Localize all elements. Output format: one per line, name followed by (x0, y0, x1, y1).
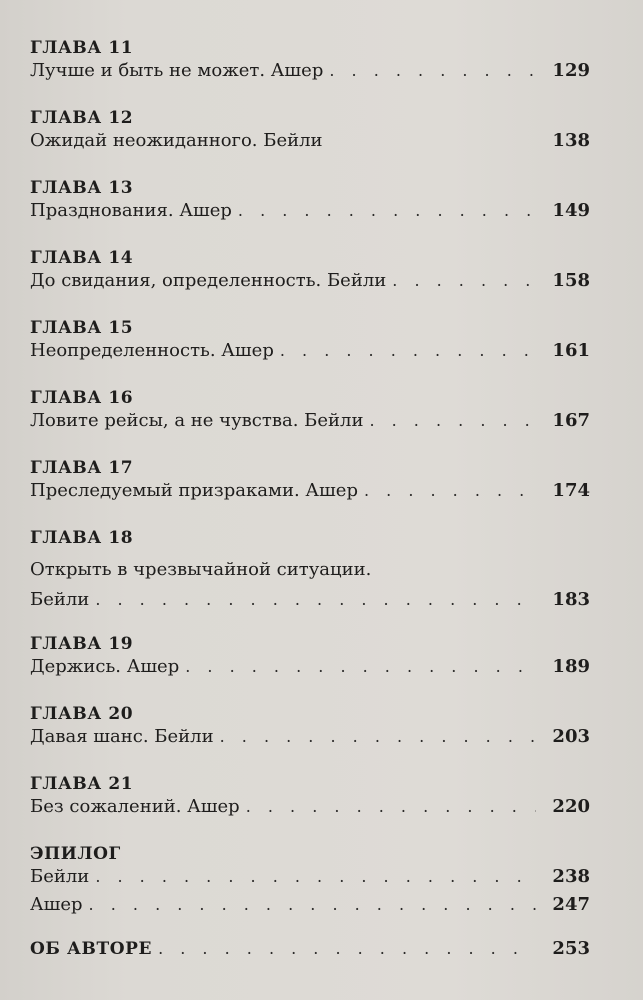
page-number: 158 (552, 270, 590, 291)
chapter-heading: ГЛАВА 13 (30, 178, 134, 198)
toc-chapter-13 (30, 177, 590, 247)
page-number: 161 (552, 340, 590, 361)
dot-leader (89, 893, 536, 917)
toc-chapter-14 (30, 247, 590, 317)
chapter-heading: ГЛАВА 17 (30, 458, 134, 478)
toc-entry (30, 269, 590, 293)
dot-leader (220, 725, 536, 749)
page-number: 149 (552, 200, 590, 221)
dot-leader (392, 269, 536, 293)
page-number: 174 (552, 480, 590, 501)
chapter-title: Лучше и быть не может. Ашер (30, 60, 324, 81)
page-number: 253 (552, 938, 590, 959)
toc-chapter-20 (30, 703, 590, 773)
toc-entry (30, 479, 590, 503)
chapter-heading: ГЛАВА 15 (30, 318, 134, 338)
toc-entry (30, 199, 590, 223)
epilogue-title: Ашер (30, 894, 83, 915)
chapter-heading: ГЛАВА 14 (30, 248, 134, 268)
toc-about-author (30, 937, 590, 961)
chapter-heading: ГЛАВА 11 (30, 38, 134, 58)
epilogue-title: Бейли (30, 866, 90, 887)
toc-entry (30, 59, 590, 83)
toc-chapter-16 (30, 387, 590, 457)
toc-chapter-15 (30, 317, 590, 387)
chapter-title: Давая шанс. Бейли (30, 726, 214, 747)
toc-entry (30, 129, 590, 153)
chapter-heading: ГЛАВА 19 (30, 634, 134, 654)
chapter-heading: ГЛАВА 12 (30, 108, 134, 128)
dot-leader (280, 339, 536, 363)
page-number: 189 (552, 656, 590, 677)
page-number: 167 (552, 410, 590, 431)
chapter-heading: ГЛАВА 16 (30, 388, 134, 408)
dot-leader (364, 479, 536, 503)
toc-chapter-17 (30, 457, 590, 527)
chapter-heading: ГЛАВА 21 (30, 774, 134, 794)
table-of-contents (30, 37, 590, 961)
toc-chapter-19 (30, 633, 590, 703)
toc-entry (30, 655, 590, 679)
toc-entry (30, 937, 590, 961)
toc-chapter-21 (30, 773, 590, 843)
toc-entry (30, 865, 590, 889)
chapter-title: Преследуемый призраками. Ашер (30, 480, 358, 501)
toc-entry (30, 725, 590, 749)
toc-entry (30, 588, 590, 612)
page-number: 220 (552, 796, 590, 817)
page-number: 203 (552, 726, 590, 747)
dot-leader (158, 937, 536, 961)
chapter-title: Ожидай неожиданного. Бейли (30, 130, 323, 151)
toc-entry (30, 339, 590, 363)
chapter-title: Держись. Ашер (30, 656, 180, 677)
toc-entry (30, 409, 590, 433)
toc-chapter-11 (30, 37, 590, 107)
page-number: 138 (552, 130, 590, 151)
dot-leader (369, 409, 536, 433)
toc-entry (30, 795, 590, 819)
epilogue-heading: ЭПИЛОГ (30, 844, 121, 864)
chapter-title: Ловите рейсы, а не чувства. Бейли (30, 410, 364, 431)
dot-leader (185, 655, 536, 679)
dot-leader (95, 865, 536, 889)
dot-leader (95, 588, 536, 612)
page-number: 238 (552, 866, 590, 887)
toc-chapter-18 (30, 527, 590, 633)
about-author-title: ОБ АВТОРЕ (30, 939, 153, 959)
dot-leader (329, 59, 536, 83)
toc-epilogue (30, 843, 590, 937)
chapter-title: Неопределенность. Ашер (30, 340, 274, 361)
page-number: 129 (552, 60, 590, 81)
chapter-title: До свидания, определенность. Бейли (30, 270, 387, 291)
chapter-title: Открыть в чрезвычайной ситуации. (30, 559, 372, 580)
toc-entry (30, 893, 590, 917)
dot-leader (238, 199, 536, 223)
page-number: 183 (552, 589, 590, 610)
chapter-title-continued: Бейли (30, 589, 90, 610)
chapter-title: Без сожалений. Ашер (30, 796, 240, 817)
toc-chapter-12 (30, 107, 590, 177)
chapter-heading: ГЛАВА 20 (30, 704, 134, 724)
chapter-title: Празднования. Ашер (30, 200, 232, 221)
dot-leader (246, 795, 536, 819)
chapter-heading: ГЛАВА 18 (30, 528, 134, 548)
page-number: 247 (552, 894, 590, 915)
